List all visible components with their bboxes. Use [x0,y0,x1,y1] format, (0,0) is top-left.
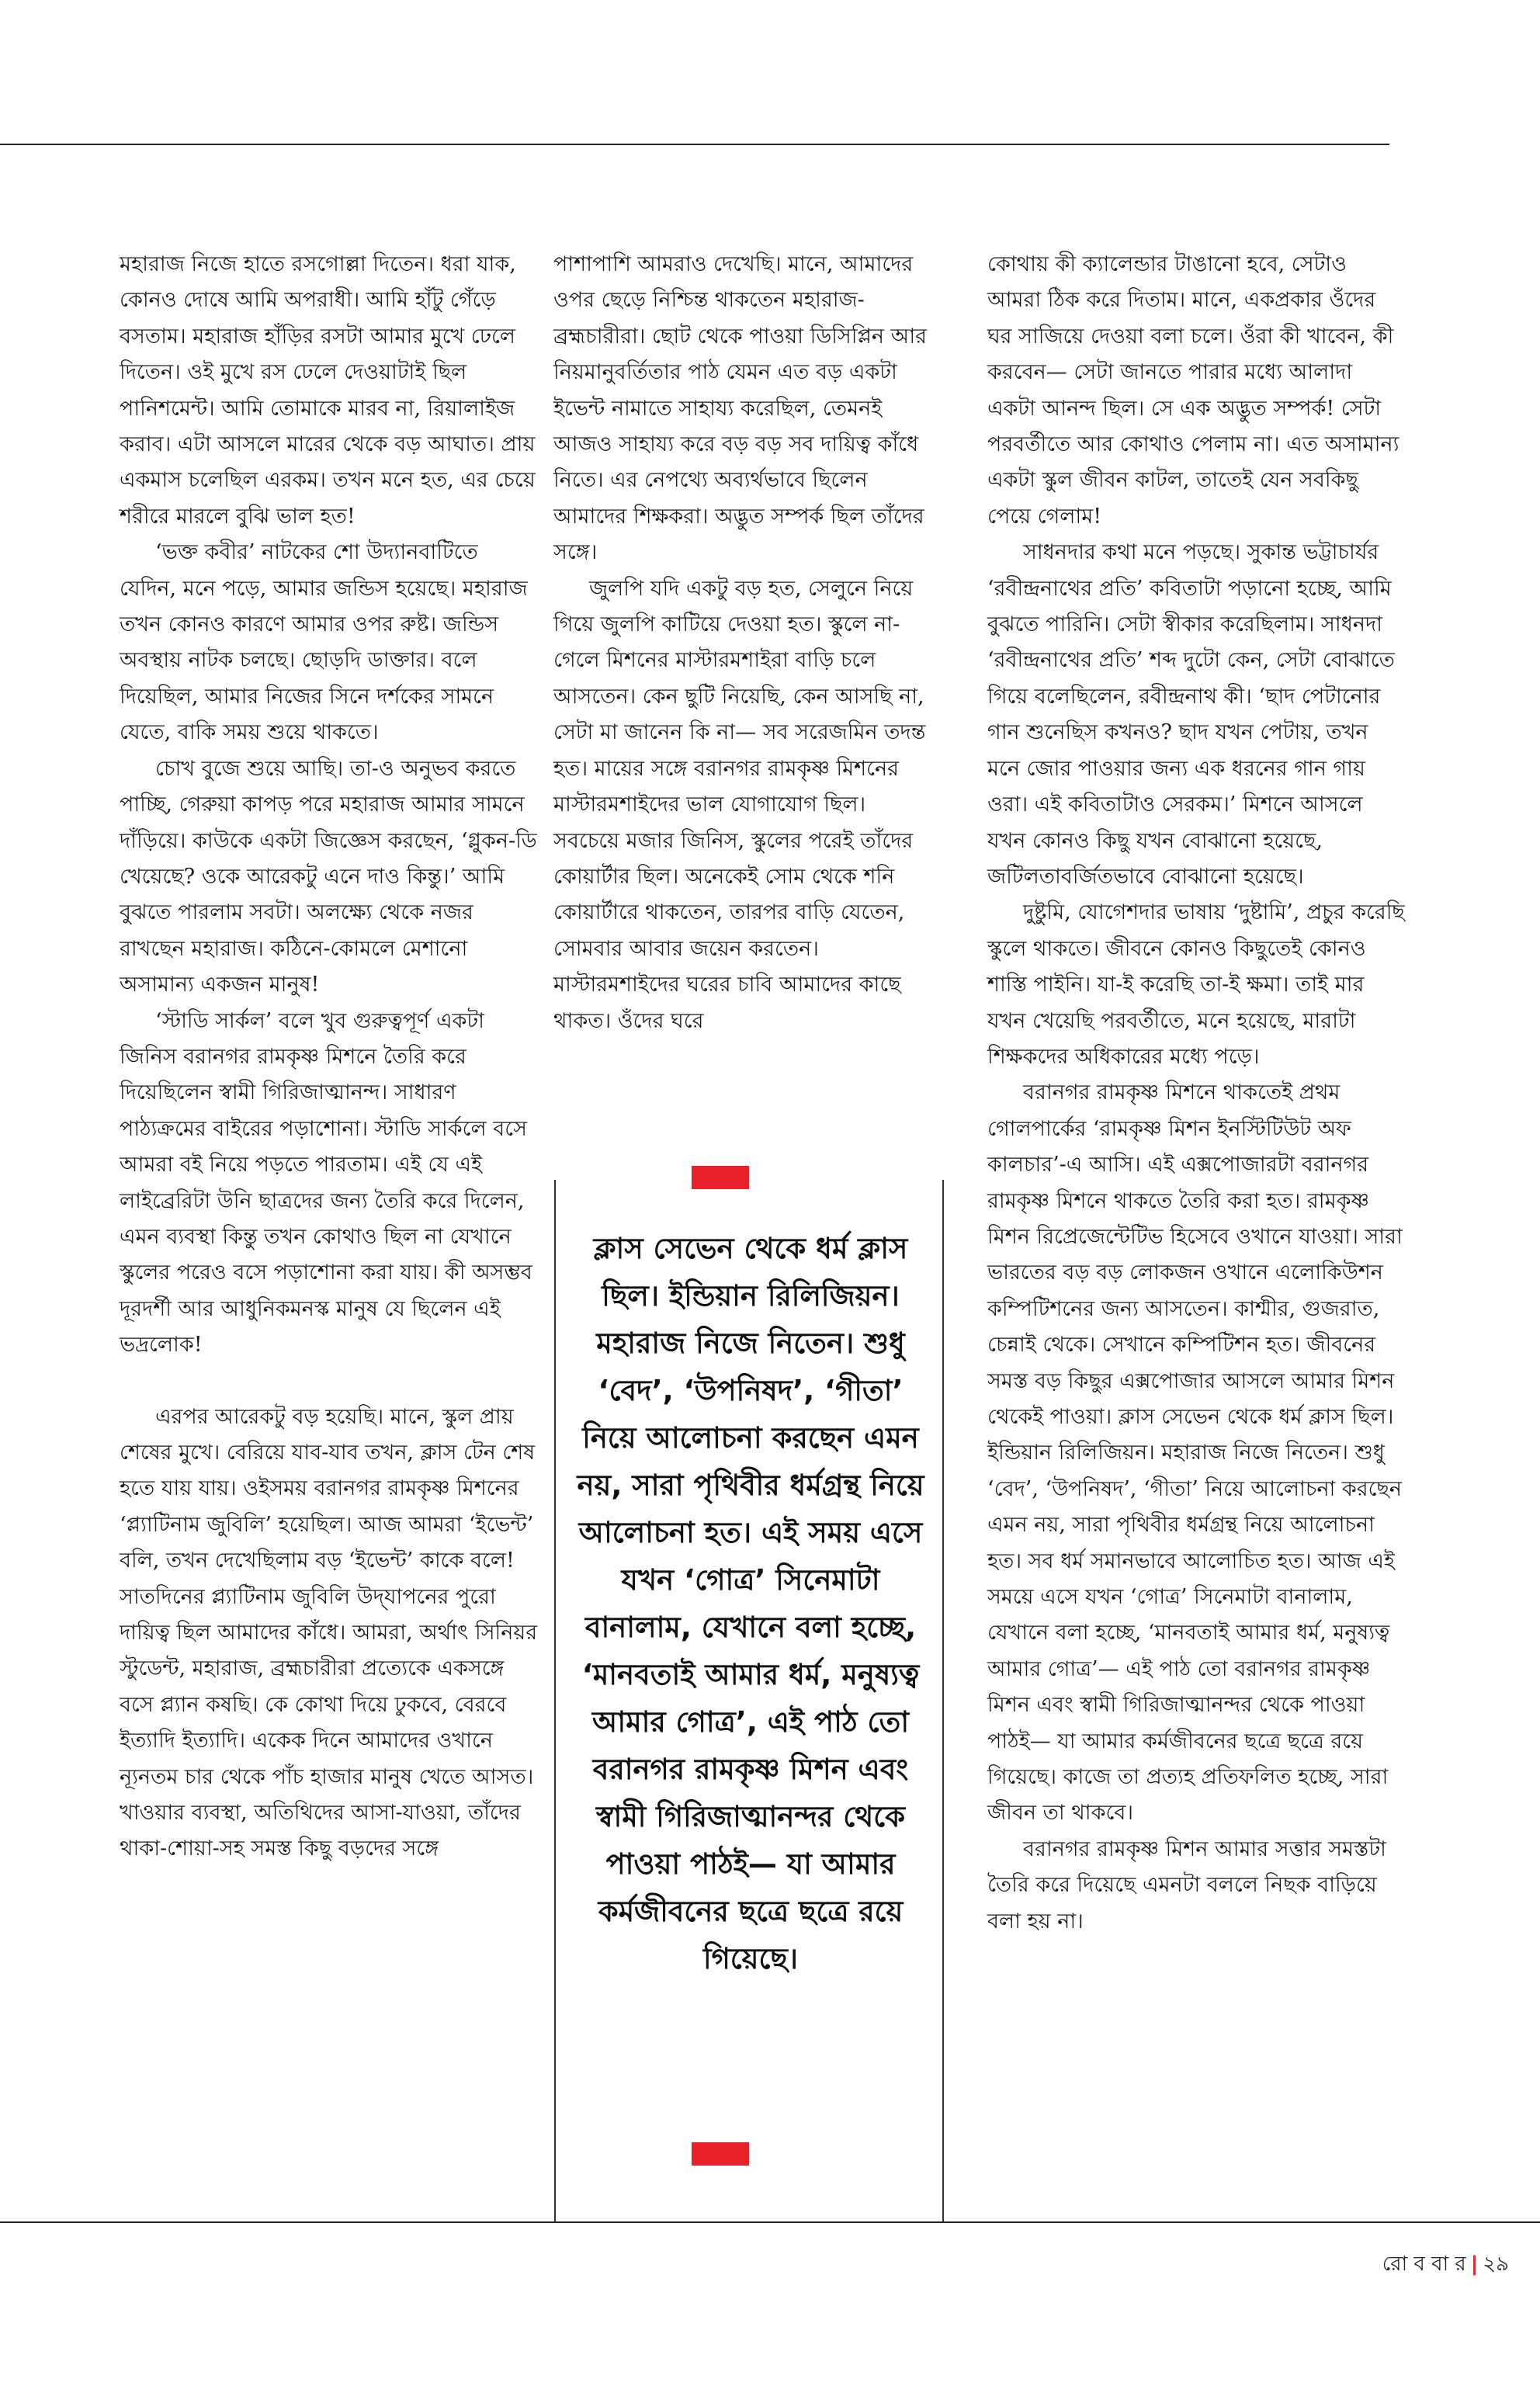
article-column-3 [987,247,1406,1940]
bottom-rule [0,2221,1540,2223]
pullquote-left-rule [554,1180,556,2221]
pullquote-top-marker [692,1166,749,1189]
paragraph: ‘ভক্ত কবীর’ নাটকের শো উদ্যানবাটিতে যেদিন, মনে পড়ে, আমার জন্ডিস হয়েছে। মহারাজ তখন কোনও কারণে আমার ওপর রুষ্ট। জন্ডিস অবস্থায় নাটক চলছে। ছোড়দি ডাক্তার। বলে দিয়েছিল, আমার নিজের সিনে দর্শকের সামনে যেতে, বাকি সময় শুয়ে থাকতে। [120,540,528,745]
pull-quote [568,1225,933,1982]
paragraph: ‘স্টাডি সার্কল’ বলে খুব গুরুত্বপূর্ণ একটা জিনিস বরানগর রামকৃষ্ণ মিশনে তৈরি করে দিয়েছিলেন স্বামী গিরিজাত্মানন্দ। সাধারণ পাঠ্যক্রমের বাইরের পড়াশোনা। স্টাডি সার্কলে বসে আমরা বই নিয়ে পড়তে পারতাম। এই যে এই লাইব্রেরিটা উনি ছাত্রদের জন্য তৈরি করে দিলেন, এমন ব্যবস্থা কিন্তু তখন কোথাও ছিল না যেখানে স্কুলের পরেও বসে পড়াশোনা করা যায়। কী অসম্ভব দূরদর্শী আর আধুনিকমনস্ক মানুষ যে ছিলেন এই ভদ্রলোক! [120,1008,532,1358]
article-column-2 [553,247,928,1039]
article-column-1 [120,247,539,1868]
paragraph: বরানগর রামকৃষ্ণ মিশনে থাকতেই প্রথম গোলপার্কের ‘রামকৃষ্ণ মিশন ইনস্টিটিউট অফ কালচার’-এ আসি। এই এক্সপোজারটা বরানগর রামকৃষ্ণ মিশনে থাকতে তৈরি করা হত। রামকৃষ্ণ মিশন রিপ্রেজেন্টেটিভ হিসেবে ওখানে যাওয়া। সারা ভারতের বড় বড় লোকজন ওখানে এলোকিউশন কম্পিটিশনের জন্য আসতেন। কাশ্মীর, গুজরাত, চেন্নাই থেকে। সেখানে কম্পিটিশন হত। জীবনের সমস্ত বড় কিছুর এক্সপোজার আসলে আমার মিশন থেকেই পাওয়া। ক্লাস সেভেন থেকে ধর্ম ক্লাস ছিল। ইন্ডিয়ান রিলিজিয়ন। মহারাজ নিজে নিতেন। শুধু ‘বেদ’, ‘উপনিষদ’, ‘গীতা’ নিয়ে আলোচনা করছেন এমন নয়, সারা পৃথিবীর ধর্মগ্রন্থ নিয়ে আলোচনা হত। সব ধর্ম সমানভাবে আলোচিত হত। আজ এই সময়ে এসে যখন ‘গোত্র’ সিনেমাটা বানালাম, যেখানে বলা হচ্ছে, ‘মানবতাই আমার ধর্ম, মনুষ্যত্ব আমার গোত্র’— এই পাঠ তো বরানগর রামকৃষ্ণ মিশন এবং স্বামী গিরিজাত্মানন্দর থেকে পাওয়া পাঠই— যা আমার কর্মজীবনের ছত্রে ছত্রে রয়ে গিয়েছে। কাজে তা প্রত্যহ প্রতিফলিত হচ্ছে, সারা জীবন তা থাকবে। [987,1080,1403,1826]
paragraph: পাশাপাশি আমরাও দেখেছি। মানে, আমাদের ওপর ছেড়ে নিশ্চিন্ত থাকতেন মহারাজ-ব্রহ্মচারীরা। ছোট থেকে পাওয়া ডিসিপ্লিন আর নিয়মানুবর্তিতার পাঠ যেমন এত বড় একটা ইভেন্ট নামাতে সাহায্য করেছিল, তেমনই আজও সাহায্য করে বড় বড় সব দায়িত্ব কাঁধে নিতে। এর নেপথ্যে অব্যর্থভাবে ছিলেন আমাদের শিক্ষকরা। অদ্ভুত সম্পর্ক ছিল তাঁদের সঙ্গে। [553,252,927,565]
paragraph: বরানগর রামকৃষ্ণ মিশন আমার সত্তার সমস্তটা তৈরি করে দিয়েছে এমনটা বললে নিছক বাড়িয়ে বলা হয় না। [987,1836,1386,1933]
page-footer [1382,2248,1509,2282]
paragraph: চোখ বুজে শুয়ে আছি। তা-ও অনুভব করতে পাচ্ছি, গেরুয়া কাপড় পরে মহারাজ আমার সামনে দাঁড়িয়ে। কাউকে একটা জিজ্ঞেস করছেন, ‘গ্লুকন-ডি খেয়েছে? ওকে আরেকটু এনে দাও কিন্তু।’ আমি বুঝতে পারলাম সবটা। অলক্ষ্যে থেকে নজর রাখছেন মহারাজ। কঠিনে-কোমলে মেশানো অসামান্য একজন মানুষ! [120,756,537,997]
pullquote-right-rule [942,1180,944,2221]
paragraph: দুষ্টুমি, যোগেশদার ভাষায় ‘দুষ্টামি’, প্রচুর করেছি স্কুলে থাকতে। জীবনে কোনও কিছুতেই কোনও শাস্তি পাইনি। যা-ই করেছি তা-ই ক্ষমা। তাই মার যখন খেয়েছি পরবর্তীতে, মনে হয়েছে, মারাটা শিক্ষকদের অধিকারের মধ্যে পড়ে। [987,900,1405,1069]
paragraph: এরপর আরেকটু বড় হয়েছি। মানে, স্কুল প্রায় শেষের মুখে। বেরিয়ে যাব-যাব তখন, ক্লাস টেন শেষ হতে যায় যায়। ওইসময় বরানগর রামকৃষ্ণ মিশনের ‘প্ল্যাটিনাম জুবিলি’ হয়েছিল। আজ আমরা ‘ইভেন্ট’ বলি, তখন দেখেছিলাম বড় ‘ইভেন্ট’ কাকে বলে! সাতদিনের প্ল্যাটিনাম জুবিলি উদ্‌যাপনের পুরো দায়িত্ব ছিল আমাদের কাঁধে। আমরা, অর্থাৎ সিনিয়র স্টুডেন্ট, মহারাজ, ব্রহ্মচারীরা প্রত্যেকে একসঙ্গে বসে প্ল্যান কষছি। কে কোথা দিয়ে ঢুকবে, বেরবে ইত্যাদি ইত্যাদি। একেক দিনে আমাদের ওখানে ন্যূনতম চার থেকে পাঁচ হাজার মানুষ খেতে আসত। খাওয়ার ব্যবস্থা, অতিথিদের আসা-যাওয়া, তাঁদের থাকা-শোয়া-সহ সমস্ত কিছু বড়দের সঙ্গে [120,1404,538,1861]
footer-separator: | [1470,2253,1479,2276]
paragraph: মহারাজ নিজে হাতে রসগোল্লা দিতেন। ধরা যাক, কোনও দোষে আমি অপরাধী। আমি হাঁটু গেঁড়ে বসতাম। মহারাজ হাঁড়ির রসটা আমার মুখে ঢেলে দিতেন। ওই মুখে রস ঢেলে দেওয়াটাই ছিল পানিশমেন্ট। আমি তোমাকে মারব না, রিয়ালাইজ করাব। এটা আসলে মারের থেকে বড় আঘাত। প্রায় একমাস চলেছিল এরকম। তখন মনে হত, এর চেয়ে শরীরে মারলে বুঝি ভাল হত! [120,252,536,529]
magazine-name: রো ব বা র [1382,2253,1466,2276]
pull-quote-text: ক্লাস সেভেন থেকে ধর্ম ক্লাস ছিল। ইন্ডিয়ান রিলিজিয়ন। মহারাজ নিজে নিতেন। শুধু ‘বেদ’, ‘উপনিষদ’, ‘গীতা’ নিয়ে আলোচনা করছেন এমন নয়, সারা পৃথিবীর ধর্মগ্রন্থ নিয়ে আলোচনা হত। এই সময় এসে যখন ‘গোত্র’ সিনেমাটা বানালাম, যেখানে বলা হচ্ছে, ‘মানবতাই আমার ধর্ম, মনুষ্যত্ব আমার গোত্র’, এই পাঠ তো বরানগর রামকৃষ্ণ মিশন এবং স্বামী গিরিজাত্মানন্দর থেকে পাওয়া পাঠই— যা আমার কর্মজীবনের ছত্রে ছত্রে রয়ে গিয়েছে। [577,1232,924,1975]
top-rule [0,144,1389,145]
paragraph: সাধনদার কথা মনে পড়ছে। সুকান্ত ভট্টাচার্যর ‘রবীন্দ্রনাথের প্রতি’ কবিতাটা পড়ানো হচ্ছে, আমি বুঝতে পারিনি। সেটা স্বীকার করেছিলাম। সাধনদা ‘রবীন্দ্রনাথের প্রতি’ শব্দ দুটো কেন, সেটা বোঝাতে গিয়ে বলেছিলেন, রবীন্দ্রনাথ কী। ‘ছাদ পেটানোর গান শুনেছিস কখনও? ছাদ যখন পেটায়, তখন মনে জোর পাওয়ার জন্য এক ধরনের গান গায় ওরা। এই কবিতাটাও সেরকম।’ মিশনে আসলে যখন কোনও কিছু যখন বোঝানো হয়েছে, জটিলতাবর্জিতভাবে বোঝানো হয়েছে। [987,540,1395,889]
page-number: ২৯ [1483,2253,1509,2276]
pullquote-bottom-marker [692,2142,749,2166]
paragraph: কোথায় কী ক্যালেন্ডার টাঙানো হবে, সেটাও আমরা ঠিক করে দিতাম। মানে, একপ্রকার ওঁদের ঘর সাজিয়ে দেওয়া বলা চলে। ওঁরা কী খাবেন, কী করবেন— সেটা জানতে পারার মধ্যে আলাদা একটা আনন্দ ছিল। সে এক অদ্ভুত সম্পর্ক! সেটা পরবর্তীতে আর কোথাও পেলাম না। এত অসামান্য একটা স্কুল জীবন কাটল, তাতেই যেন সবকিছু পেয়ে গেলাম! [987,252,1400,529]
paragraph: জুলপি যদি একটু বড় হত, সেলুনে নিয়ে গিয়ে জুলপি কাটিয়ে দেওয়া হত। স্কুলে না-গেলে মিশনের মাস্টারমশাইরা বাড়ি চলে আসতেন। কেন ছুটি নিয়েছি, কেন আসছি না, সেটা মা জানেন কি না— সব সরেজমিন তদন্ত হত। মায়ের সঙ্গে বরানগর রামকৃষ্ণ মিশনের মাস্টারমশাইদের ভাল যোগাযোগ ছিল। সবচেয়ে মজার জিনিস, স্কুলের পরেই তাঁদের কোয়ার্টার ছিল। অনেকেই সোম থেকে শনি কোয়ার্টারে থাকতেন, তারপর বাড়ি যেতেন, সোমবার আবার জয়েন করতেন। মাস্টারমশাইদের ঘরের চাবি আমাদের কাছে থাকত। ওঁদের ঘরে [553,576,926,1033]
